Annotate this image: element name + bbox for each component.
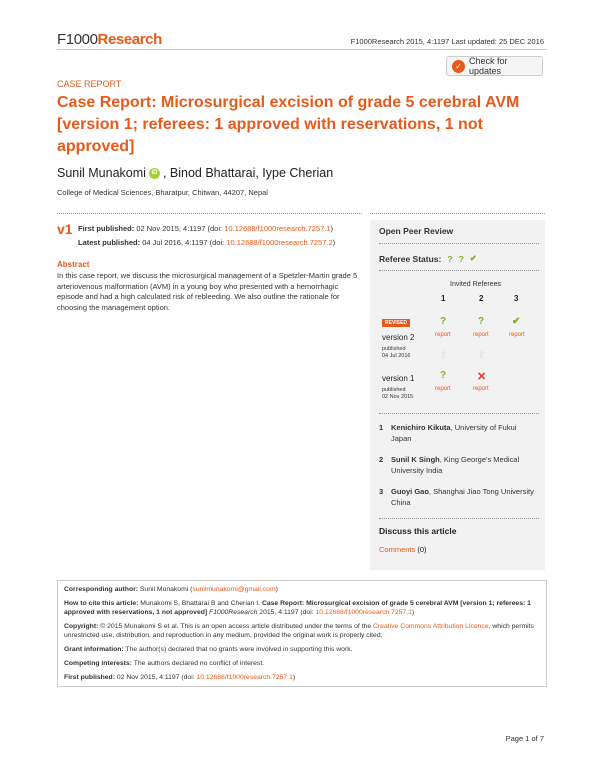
cite-doi-link[interactable]: 10.12688/f1000research.7257.1 (315, 609, 412, 616)
referee-num: 3 (379, 487, 384, 496)
latest-doi-link[interactable]: 10.12688/f1000research.7257.2 (226, 238, 333, 247)
how-to-cite (64, 599, 540, 617)
arrow-up-icon: ⇧ (439, 350, 448, 361)
corr-email-link[interactable]: sunilmunakomi@gmail.com (192, 586, 276, 593)
referee-inst: , University of Fukui (450, 423, 517, 432)
comments-count: (0) (415, 545, 427, 554)
v1-ref2-report[interactable]: report (473, 386, 489, 392)
col-3: 3 (514, 294, 519, 303)
latest-published (78, 238, 335, 247)
v2-ref3-report[interactable]: report (509, 332, 525, 338)
referee-num: 1 (379, 423, 384, 432)
v1-published: published (382, 387, 406, 393)
latest-published-date: 04 Jul 2016, 4:1197 (doi: (142, 238, 225, 247)
cite-journal: F1000Research (207, 609, 258, 616)
paren: ) (330, 224, 334, 233)
orcid-icon[interactable]: iD (149, 168, 160, 179)
author-1[interactable]: Sunil Munakomi (57, 166, 146, 180)
logo-f1000: F1000 (57, 31, 98, 48)
check-icon: ✔ (469, 253, 477, 263)
corr-label: Corresponding author: (64, 586, 139, 593)
comments-row (379, 545, 427, 554)
v1-date: 02 Nov 2015 (382, 394, 414, 400)
referee-status (379, 253, 477, 264)
question-icon: ? (447, 253, 453, 264)
cite-label: How to cite this article: (64, 600, 139, 607)
cite-text: Munakomi S, Bhattarai B and Cherian I. (138, 600, 262, 607)
grant-text: The author(s) declared that no grants were involved in supporting this work. (123, 646, 353, 653)
first-published (78, 224, 333, 233)
v2-ref2-report[interactable]: report (473, 332, 489, 338)
col-2: 2 (479, 294, 484, 303)
v2-ref1-question-icon: ? (440, 316, 447, 327)
copyright-text: © 2015 Munakomi S et al. This is an open access article distributed under the terms of the (98, 623, 373, 630)
paren: ) (411, 609, 415, 616)
panel-divider-1 (379, 243, 539, 244)
referee-inst: , King George's Medical (439, 455, 520, 464)
copyright-label: Copyright: (64, 623, 99, 630)
abstract-text: In this case report, we discuss the microsurgical management of a Spetzler-Martin grade 5 arteriovenous malformation (AVM) in a young boy who presented with a hemorrhagic episode and had a high calculated risk of rebleeding. We also outline the rationale for choosing the management option. (57, 271, 358, 312)
cite-title: Case Report: Microsurgical excision of grade 5 cerebral AVM [version 1; referees: 1 approved with reservations, 1 not approved] (64, 600, 531, 616)
first-published-footer (64, 673, 540, 682)
v2-published: published (382, 346, 406, 352)
copyright (64, 622, 540, 640)
panel-divider-4 (379, 518, 539, 519)
arrow-up-icon: ⇧ (477, 350, 486, 361)
invited-referees-label: Invited Referees (450, 281, 501, 288)
corr-name: Sunil Munakomi ( (138, 586, 193, 593)
referee-name: Guoyi Gao (391, 487, 429, 496)
f1000-logo (57, 31, 162, 48)
competing-text: The authors declared no conflict of interest. (131, 660, 265, 667)
referee-inst-2: University India (391, 466, 443, 475)
first-pub-label: First published: (64, 674, 115, 681)
first-doi-link[interactable]: 10.12688/f1000research.7257.1 (224, 224, 331, 233)
check-for-updates-button[interactable] (446, 56, 543, 76)
referee-item (379, 486, 544, 508)
paren: ) (332, 238, 336, 247)
header-divider (57, 49, 547, 50)
v2-ref1-report[interactable]: report (435, 332, 451, 338)
v2-date: 04 Jul 2016 (382, 353, 411, 359)
first-pub-text: 02 Nov 2015, 4:1197 (doi: (114, 674, 197, 681)
competing-label: Competing interests: (64, 660, 132, 667)
v1-ref1-question-icon: ? (440, 370, 447, 381)
referee-inst-2: China (391, 498, 411, 507)
grant-label: Grant information: (64, 646, 124, 653)
article-title: Case Report: Microsurgical excision of grade 5 cerebral AVM [version 1; referees: 1 approved with reservations, 1 not approved] (57, 94, 520, 155)
copyright-tail: , which permits unrestricted use, distribution, and reproduction in any medium, provided the original work is properly cited. (64, 623, 534, 639)
page-number: Page 1 of 7 (505, 734, 544, 743)
latest-published-label: Latest published: (78, 238, 141, 247)
license-link[interactable]: Creative Commons Attribution Licence (373, 623, 489, 630)
first-published-date: 02 Nov 2015, 4:1197 (doi: (136, 224, 223, 233)
authors-rest: , Binod Bhattarai, Iype Cherian (162, 166, 334, 180)
first-published-label: First published: (78, 224, 135, 233)
v1-ref2-cross-icon: ✕ (477, 371, 487, 383)
logo-research: Research (97, 31, 162, 48)
v2-ref2-question-icon: ? (478, 316, 485, 327)
col-1: 1 (441, 294, 446, 303)
referee-name: Kenichiro Kikuta (391, 423, 451, 432)
referee-item (379, 422, 544, 444)
article-type: CASE REPORT (57, 79, 122, 89)
referee-inst-2: Japan (391, 434, 412, 443)
version-2-label[interactable]: version 2 (382, 333, 415, 342)
first-pub-doi-link[interactable]: 10.12688/f1000research.7257.1 (196, 674, 293, 681)
corresponding-author (64, 585, 540, 594)
version-1-label[interactable]: version 1 (382, 374, 415, 383)
version-label: v1 (57, 221, 73, 237)
divider-right (370, 213, 545, 214)
authors (57, 166, 333, 180)
paren: ) (275, 586, 278, 593)
comments-link[interactable]: Comments (379, 545, 416, 554)
header-citation: F1000Research 2015, 4:1197 Last updated: 25 DEC 2016 (350, 37, 544, 46)
referee-item (379, 454, 544, 476)
revised-badge: REVISED (382, 319, 410, 327)
check-updates-label: Check for updates (469, 56, 508, 76)
competing-interests (64, 659, 540, 668)
v2-ref3-check-icon: ✔ (512, 316, 521, 327)
crossmark-icon: ✓ (452, 60, 465, 73)
article-info-box (57, 580, 547, 687)
panel-divider-3 (379, 413, 539, 414)
v1-ref1-report[interactable]: report (435, 386, 451, 392)
referee-name: Sunil K Singh (391, 455, 440, 464)
discuss-heading: Discuss this article (379, 526, 457, 536)
grant-info (64, 645, 540, 654)
peer-review-heading: Open Peer Review (379, 226, 454, 236)
cite-tail: 2015, 4:1197 (doi: (257, 609, 316, 616)
affiliation: College of Medical Sciences, Bharatpur, Chitwan, 44207, Nepal (57, 188, 268, 197)
panel-divider-2 (379, 270, 539, 271)
abstract-heading: Abstract (57, 260, 90, 269)
divider-left (57, 213, 362, 214)
referee-status-label: Referee Status: (379, 253, 442, 264)
referee-num: 2 (379, 455, 384, 464)
referee-inst: , Shanghai Jiao Tong University (428, 487, 534, 496)
paren: ) (292, 674, 296, 681)
question-icon: ? (458, 253, 464, 264)
